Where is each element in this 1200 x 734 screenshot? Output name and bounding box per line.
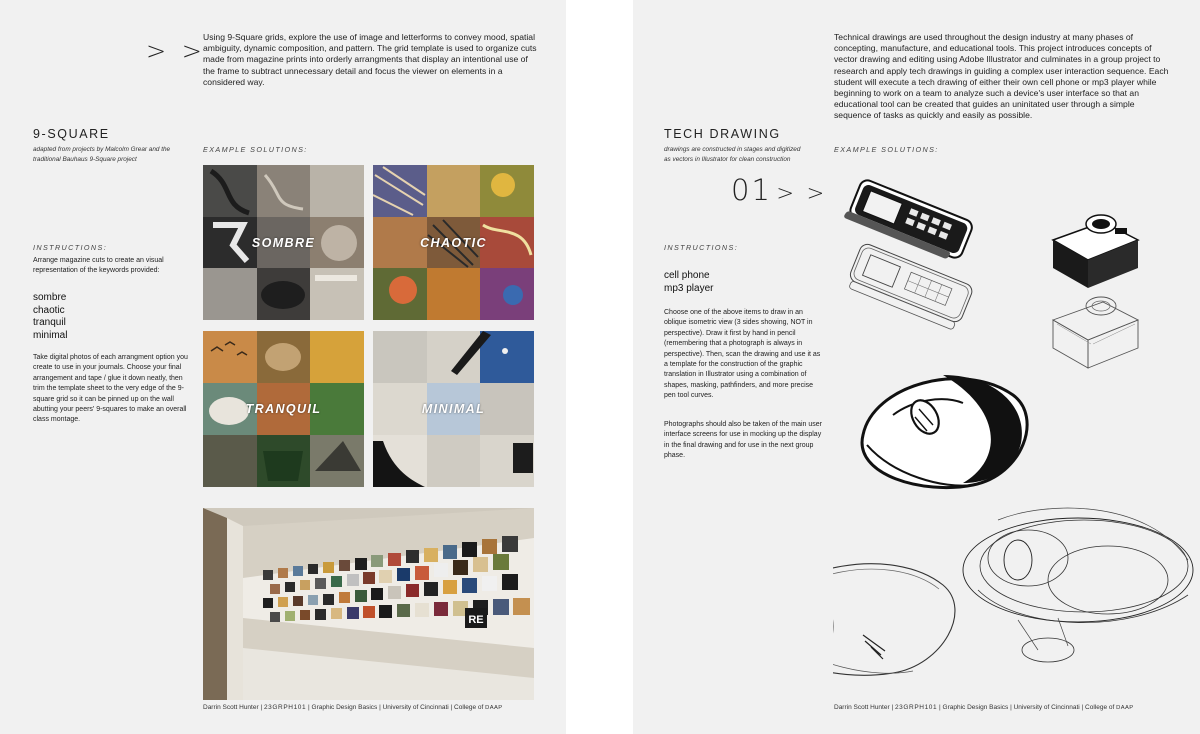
- section-title: 9-SQUARE: [33, 127, 110, 141]
- keyword-item: chaotic: [33, 304, 65, 316]
- footer-separator: |: [891, 704, 895, 711]
- intro-paragraph: Technical drawings are used throughout the design industry at many phases of concepting, manufacture, and educational tools. This project introduces concepts of vector drawing and editing using Adobe Illustrator and culminates in a group project to research and apply tech drawings in guiding a complex user interaction sequence. Each student will execute a tech drawing of either their own cell phone or mp3 player while beginning to work on a team to analyze such a device's user interface so that an educational tool can be created that guides an uninitated user through a simple sequence of tasks as quickly and easily as possible.: [834, 32, 1169, 121]
- intro-arrows: > >: [146, 37, 206, 65]
- examples-label: EXAMPLE SOLUTIONS:: [834, 145, 939, 154]
- instructions-text: Arrange magazine cuts to create an visual representation of the keywords provided:: [33, 257, 164, 275]
- tile-label: TRANQUIL: [245, 402, 322, 416]
- tile-label: SOMBRE: [251, 235, 316, 250]
- mouse-wireframe-drawing: [963, 508, 1193, 662]
- footer: [834, 704, 1134, 711]
- footer-college-abbr: DAAP: [485, 705, 503, 711]
- footer-separator: |: [1010, 704, 1014, 711]
- step-marker: [731, 173, 827, 207]
- footer-course-name: Graphic Design Basics: [311, 704, 378, 711]
- footer-college: College of: [1085, 704, 1115, 711]
- footer-separator: |: [1081, 704, 1086, 711]
- body-paragraph: Choose one of the above items to draw in an oblique isometric view (3 sides showing, NOT in perspective). Draw it first by hand in pencil (remembering that a photograph is always in perspective). Then, scan the drawing and use it as a template for the construction of the graphic translation in Illustrator using a combination of shapes, masking, pathfinders, and more precise pen tool curves.: [664, 309, 821, 400]
- body-paragraph-secondary: Photographs should also be taken of the main user interface screens for use in mocking up the display in the final drawing and for use in the next group phase.: [664, 421, 822, 460]
- footer-university: University of Cincinnati: [1013, 704, 1080, 711]
- footer-course-name: Graphic Design Basics: [942, 704, 1009, 711]
- keyword-item: tranquil: [33, 317, 66, 329]
- tech-drawings-illustration: [833, 170, 1200, 695]
- examples-label: EXAMPLE SOLUTIONS:: [203, 145, 308, 154]
- section-subtitle: [33, 145, 198, 164]
- mouse-sketch-drawing: [833, 564, 955, 676]
- footer-separator: |: [450, 704, 455, 711]
- footer-separator: |: [939, 704, 943, 711]
- right-page: [633, 0, 1200, 734]
- footer-course-code: 23GRPH101: [894, 704, 938, 711]
- camera-vector-drawing: [1053, 215, 1138, 288]
- keyword-item: sombre: [33, 292, 67, 303]
- device-option: mp3 player: [664, 282, 714, 294]
- mouse-vector-drawing: [862, 375, 1027, 488]
- footer-separator: |: [260, 704, 264, 711]
- footer: [203, 704, 503, 711]
- left-page: [0, 0, 566, 734]
- subtitle-line: as vectors in Illustrator for clean construction: [664, 155, 791, 163]
- footer-university: University of Cincinnati: [382, 704, 449, 711]
- montage-tile-text: RE: [468, 614, 484, 626]
- keyword-list: [33, 292, 67, 342]
- step-number: 01: [731, 173, 772, 207]
- intro-paragraph: Using 9-Square grids, explore the use of image and letterforms to convey mood, spatial ambiguity, dynamic composition, and pattern. The grid template is used to organize cuts made from magazine prints into orderly arrangments that display an intentional use of the frame to subtract unnecessary detail and focus the viewer on elements in a considered way.: [203, 32, 537, 87]
- subtitle-line: adapted from projects by Malcolm Grear and the: [33, 146, 171, 153]
- tile-label: CHAOTIC: [420, 235, 487, 250]
- device-option: cell phone: [664, 270, 710, 281]
- camera-sketch-drawing: [1053, 297, 1138, 368]
- footer-separator: |: [308, 704, 312, 711]
- footer-college-abbr: DAAP: [1116, 705, 1134, 711]
- section-subtitle: [664, 145, 839, 164]
- footer-separator: |: [379, 704, 383, 711]
- example-tile-tranquil: [203, 331, 364, 487]
- tile-label: MINIMAL: [421, 402, 486, 416]
- section-title: TECH DRAWING: [664, 127, 781, 141]
- example-tile-chaotic: [373, 165, 534, 320]
- keyword-item: minimal: [33, 329, 68, 341]
- body-paragraph: Take digital photos of each arrangment option you create to use in your journals. Choose your final arrangement and tape / glue it down neatly, then trim the template sheet to the very edge of the 9-square grid so it can be pinned up on the wall abutting your peers' 9-squares to make an overall class montage.: [33, 354, 188, 424]
- class-montage-photo: [203, 508, 534, 700]
- example-tile-sombre: [203, 165, 364, 320]
- example-tile-minimal: [373, 331, 534, 487]
- footer-author: Darrin Scott Hunter: [203, 704, 259, 711]
- subtitle-line: drawings are constructed in stages and digitized: [664, 146, 801, 153]
- device-options: [664, 270, 713, 295]
- footer-college: College of: [454, 704, 484, 711]
- footer-author: Darrin Scott Hunter: [834, 704, 890, 711]
- footer-course-code: 23GRPH101: [263, 704, 307, 711]
- instructions-label: INSTRUCTIONS:: [664, 243, 739, 252]
- instructions-label: INSTRUCTIONS:: [33, 243, 108, 252]
- step-arrows: > >: [776, 181, 828, 205]
- subtitle-line: traditional Bauhaus 9-Square project: [33, 155, 137, 163]
- montage-wall-image: [203, 508, 534, 700]
